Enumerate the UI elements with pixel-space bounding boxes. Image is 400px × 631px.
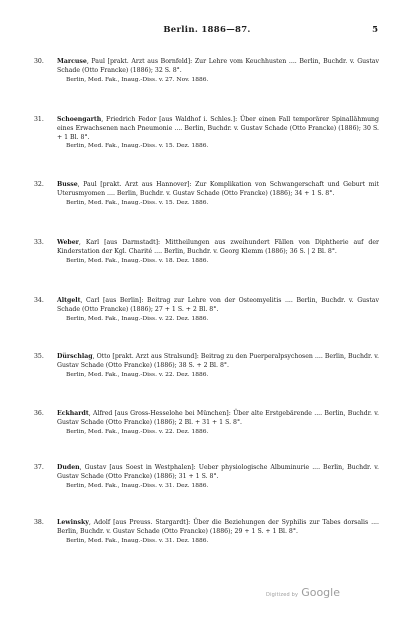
- entry-body: [57, 116, 379, 142]
- entry-meta: Berlin, Med. Fak., Inaug.-Diss. v. 22. Dez. 1886.: [66, 428, 209, 435]
- running-header: [36, 25, 378, 37]
- entry-number: 34.: [34, 297, 44, 304]
- watermark-brand: Google: [301, 586, 340, 599]
- google-watermark: [266, 586, 340, 599]
- entry-body: [57, 519, 379, 537]
- entry-body: [57, 410, 379, 428]
- header-title: Berlin. 1886—87.: [163, 25, 251, 35]
- entry-body: [57, 239, 379, 257]
- entry-text: , Otto [prakt. Arzt aus Stralsund]: Beitrag zu den Puerperalpsychosen .... Berlin, Buchdr. v. Gustav Schade (Otto Francke) (1886); 38 S. + 2 Bl. 8°.: [57, 353, 379, 369]
- entry-32: [34, 181, 379, 207]
- entry-author: Schoengarth: [57, 116, 102, 123]
- entry-author: Duden: [57, 464, 80, 471]
- entry-number: 37.: [34, 464, 44, 471]
- entry-number: 36.: [34, 410, 44, 417]
- entry-number: 33.: [34, 239, 44, 246]
- entry-35: [34, 353, 379, 379]
- entry-meta: Berlin, Med. Fak., Inaug.-Diss. v. 31. Dez. 1886.: [66, 482, 209, 489]
- entry-36: [34, 410, 379, 436]
- entry-text: , Friedrich Fedor [aus Waldhof i. Schles.]: Über einen Fall temporärer Spinallähmung eines Erwachsenen nach Pneumonie .... Berlin, Buchdr. v. Gustav Schade (Otto Francke) (1886); 30 S. + 1 Bl. 8°.: [57, 116, 379, 141]
- entry-number: 35.: [34, 353, 44, 360]
- entry-text: , Adolf [aus Preuss. Stargardt]: Über die Beziehungen der Syphilis zur Tabes dorsalis .... Berlin, Buchdr. v. Gustav Schade (Otto Francke) (1886); 29 + 1 S. + 1 Bl. 8°.: [57, 519, 379, 535]
- entry-number: 38.: [34, 519, 44, 526]
- entry-number: 32.: [34, 181, 44, 188]
- entry-text: , Carl [aus Berlin]: Beitrag zur Lehre von der Osteomyelitis .... Berlin, Buchdr. v. Gustav Schade (Otto Francke) (1886); 27 + 1 S. + 2 Bl. 8°.: [57, 297, 379, 313]
- entry-meta: Berlin, Med. Fak., Inaug.-Diss. v. 18. Dez. 1886.: [66, 257, 209, 264]
- entry-author: Marcuse: [57, 58, 87, 65]
- entry-author: Altgelt: [57, 297, 81, 304]
- entry-author: Lewinsky: [57, 519, 89, 526]
- entry-body: [57, 353, 379, 371]
- entry-meta: Berlin, Med. Fak., Inaug.-Diss. v. 31. Dez. 1886.: [66, 537, 209, 544]
- entry-37: [34, 464, 379, 490]
- entry-meta: Berlin, Med. Fak., Inaug.-Diss. v. 15. Dez. 1886.: [66, 199, 209, 206]
- entry-meta: Berlin, Med. Fak., Inaug.-Diss. v. 15. Dez. 1886.: [66, 143, 209, 150]
- entry-body: [57, 464, 379, 482]
- entry-text: , Paul [prakt. Arzt aus Hannover]: Zur Komplikation von Schwangerschaft und Geburt mit Uterusmyomen .... Berlin, Buchdr. v. Gustav Schade (Otto Francke) (1886); 34 + 1 S. 8°.: [57, 181, 379, 197]
- entry-33: [34, 239, 379, 265]
- entry-number: 31.: [34, 116, 44, 123]
- watermark-prefix: Digitized by: [266, 592, 299, 598]
- entry-author: Dürschlag: [57, 353, 93, 360]
- entry-meta: Berlin, Med. Fak., Inaug.-Diss. v. 27. Nov. 1886.: [66, 76, 209, 83]
- entry-30: [34, 58, 379, 84]
- entry-31: [34, 116, 379, 151]
- entry-34: [34, 297, 379, 323]
- entry-38: [34, 519, 379, 545]
- entry-text: , Paul [prakt. Arzt aus Bornfeld]: Zur Lehre vom Keuchhusten .... Berlin, Buchdr. v. Gustav Schade (Otto Francke) (1886); 32 S. 8°.: [57, 58, 379, 74]
- entry-meta: Berlin, Med. Fak., Inaug.-Diss. v. 22. Dez. 1886.: [66, 371, 209, 378]
- entry-author: Eckhardt: [57, 410, 89, 417]
- entry-author: Busse: [57, 181, 78, 188]
- entry-text: , Gustav [aus Soest in Westphalen]: Ueber physiologische Albuminurie .... Berlin, Buchdr. v. Gustav Schade (Otto Francke) (1886); 31 + 1 S. 8°.: [57, 464, 379, 480]
- entry-number: 30.: [34, 58, 44, 65]
- entry-text: , Karl [aus Darmstadt]: Mittheilungen aus zweihundert Fällen von Diphtherie auf der Kinderstation der Kgl. Charité .... Berlin, Buchdr. v. Georg Klemm (1886); 36 S. | 2 Bl. 8°.: [57, 239, 379, 255]
- entry-body: [57, 58, 379, 76]
- entry-body: [57, 297, 379, 315]
- page-number: 5: [372, 25, 378, 35]
- entry-meta: Berlin, Med. Fak., Inaug.-Diss. v. 22. Dez. 1886.: [66, 315, 209, 322]
- entry-body: [57, 181, 379, 199]
- entry-author: Weber: [57, 239, 79, 246]
- entry-text: , Alfred [aus Gross-Hesselohe bei München]: Über alte Erstgebärende .... Berlin, Buchdr. v. Gustav Schade (Otto Francke) (1886); 2 Bl. + 31 + 1 S. 8°.: [57, 410, 379, 426]
